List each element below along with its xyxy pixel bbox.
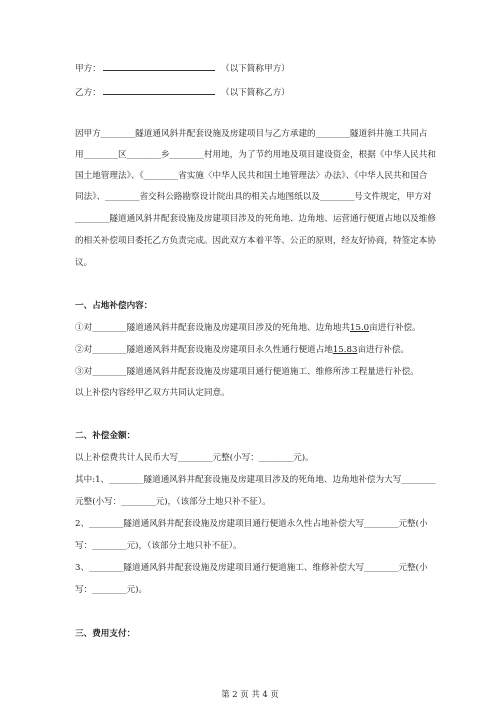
intro-line-3: 国土地管理法》、《________省实施〈中华人民共和国土地管理法〉办法》、《中华人民共和国合 xyxy=(75,171,428,181)
item3-text: ③对________隧道通风斜井配套设施及房建项目通行便道施工、维修所涉工程量进行补偿。 xyxy=(75,367,419,377)
party-a-blank xyxy=(103,61,215,71)
item2-post: 亩进行补偿。 xyxy=(357,345,410,355)
item1-post: 亩进行补偿。 xyxy=(369,323,421,333)
section1-item-1 xyxy=(75,322,435,334)
item1-area: 15.0 xyxy=(350,323,370,333)
item2-text: ②对________隧道通风斜井配套设施及房建项目永久性通行便道占地 xyxy=(75,345,333,355)
intro-line-4: 同法》、________省交科公路勘察设计院出具的相关占地图纸以及________号文件规定，甲方对 xyxy=(75,192,432,202)
section2-line-4: 2、________隧道通风斜井配套设施及房建项目通行便道永久性占地补偿大写________元整(小 xyxy=(75,519,428,529)
section2-line-2: 其中:1、________隧道通风斜井配套设施及房建项目涉及的死角地、边角地补偿为大写________ xyxy=(75,475,436,485)
intro-line-1: 因甲方________隧道通风斜井配套设施及房建项目与乙方承建的________隧道斜井施工共同占 xyxy=(75,129,428,139)
section1-heading: 一、占地补偿内容： xyxy=(75,301,153,311)
intro-line-7: 议。 xyxy=(75,258,93,268)
party-b-label: 乙方： xyxy=(75,88,101,98)
intro-line-5: ________隧道通风斜井配套设施及房建项目涉及的死角地、边角地、运营通行便道占地以及维修 xyxy=(75,214,436,224)
section2-line-1: 以上补偿费共计人民币大写________元整(小写：________元)。 xyxy=(75,453,314,463)
section1-confirm: 以上补偿内容经甲乙双方共同认定同意。 xyxy=(75,388,230,398)
section2-line-5: 写：________元)，（该部分土地只补不征）。 xyxy=(75,541,242,551)
party-b-note: （以下简称乙方） xyxy=(221,88,290,98)
section2-line-3: 元整(小写：________元)，（该部分土地只补不征）。 xyxy=(75,497,271,507)
section1-item-2 xyxy=(75,344,435,356)
party-b-blank xyxy=(103,85,215,95)
page-footer: 第 2 页 共 4 页 xyxy=(221,689,279,699)
section2-line-6: 3、________隧道通风斜井配套设施及房建项目通行便道施工、维修补偿大写________元整(小 xyxy=(75,563,428,573)
section2-line-7: 写：________元)。 xyxy=(75,585,148,595)
item2-area: 15.83 xyxy=(332,345,358,355)
party-a-label: 甲方： xyxy=(75,64,101,74)
section2-heading: 二、补偿金额： xyxy=(75,431,136,441)
intro-line-2: 用________区________乡________村用地，为了节约用地及项目建设资金，根据《中华人民共和 xyxy=(75,150,436,160)
party-a-note: （以下简称甲方） xyxy=(221,64,290,74)
section3-heading: 三、费用支付： xyxy=(75,629,136,639)
party-a-line xyxy=(75,61,435,75)
section1-item-3 xyxy=(75,366,435,378)
party-b-line xyxy=(75,85,435,99)
intro-line-6: 的相关补偿项目委托乙方负责完成。因此双方本着平等、公正的原则，经友好协商，特签定本协 xyxy=(75,236,436,246)
item1-text: ①对________隧道通风斜井配套设施及房建项目涉及的死角地、边角地共 xyxy=(75,323,351,333)
